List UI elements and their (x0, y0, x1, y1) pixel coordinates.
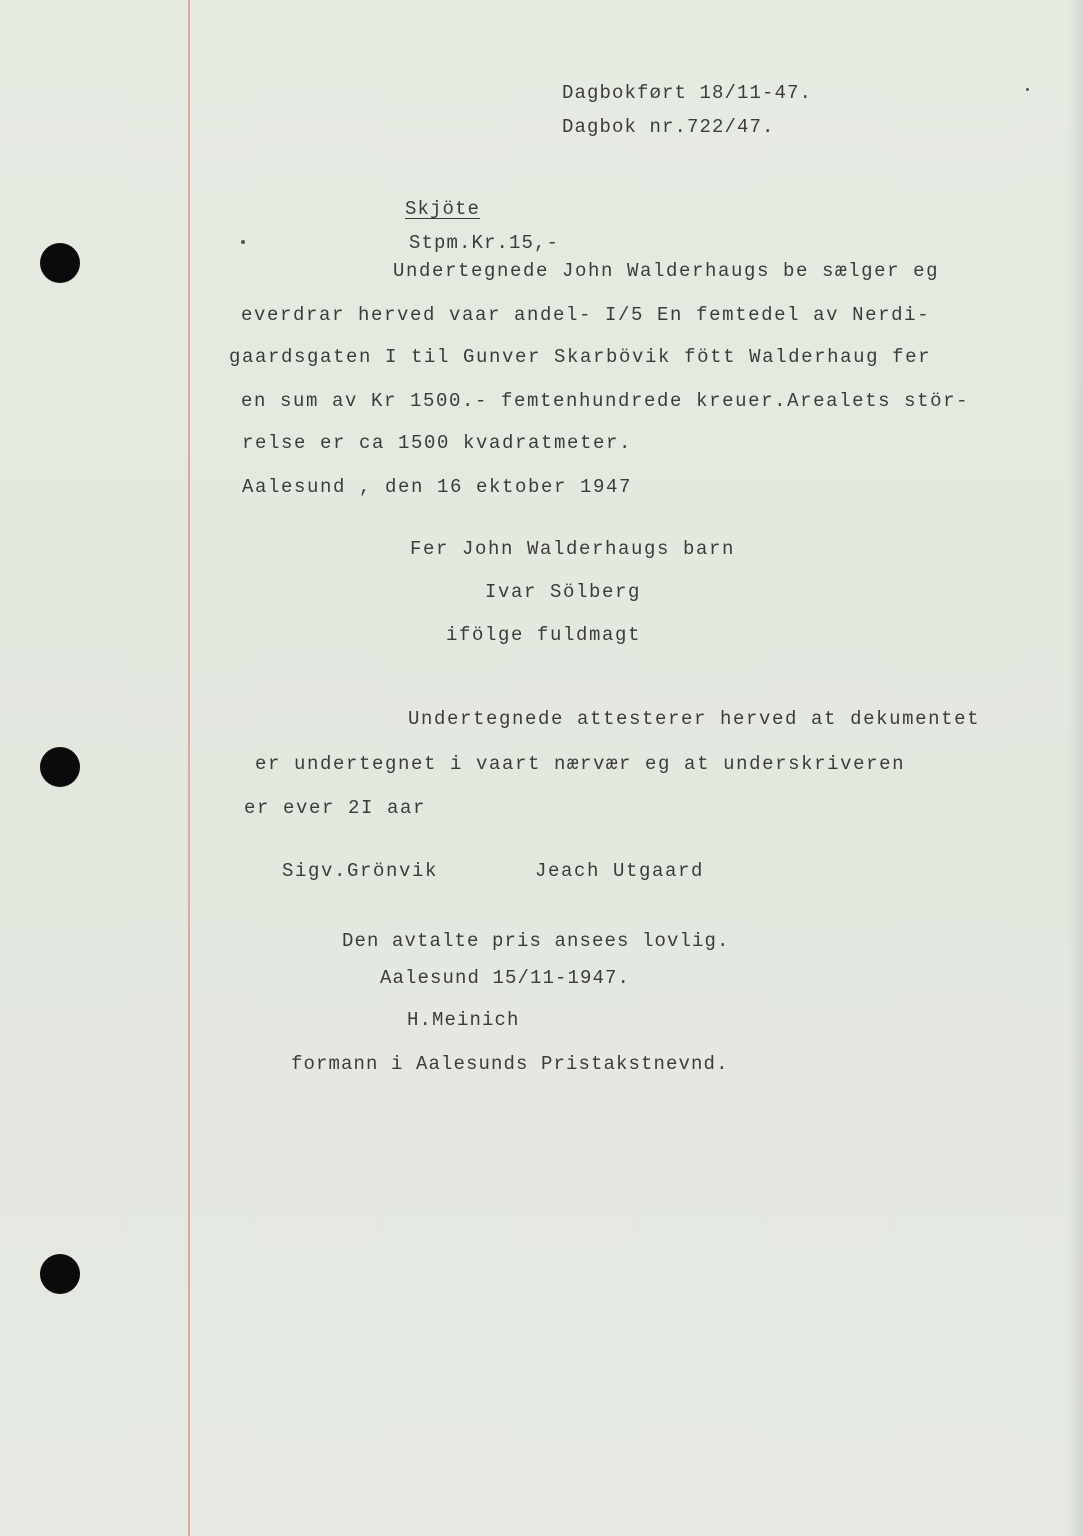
stamp-fee: Stpm.Kr.15,- (409, 232, 560, 254)
page-edge-shadow (1067, 0, 1083, 1536)
journal-date: Dagbokført 18/11-47. (562, 82, 813, 104)
deed-body-line: Undertegnede John Walderhaugs be sælger eg (393, 260, 940, 282)
signature-line: ifölge fuldmagt (446, 624, 642, 646)
place-and-date: Aalesund , den 16 ektober 1947 (242, 476, 633, 498)
ink-speck (241, 240, 245, 244)
journal-number: Dagbok nr.722/47. (562, 116, 775, 138)
price-approval-line: Den avtalte pris ansees lovlig. (342, 930, 730, 952)
witness-2: Jeach Utgaard (535, 860, 705, 882)
deed-body-line: gaardsgaten I til Gunver Skarbövik fött Walderhaug fer (229, 346, 932, 368)
deed-title: Skjöte (405, 198, 481, 220)
deed-body-line: en sum av Kr 1500.- femtenhundrede kreuer.Arealets stör- (241, 390, 970, 412)
attestation-line: er ever 2I aar (244, 797, 427, 819)
ink-speck (1026, 88, 1029, 91)
deed-body-line: relse er ca 1500 kvadratmeter. (242, 432, 633, 454)
red-margin-line (188, 0, 190, 1536)
attestation-line: Undertegnede attesterer herved at dekumentet (408, 708, 981, 730)
attestation-line: er undertegnet i vaart nærvær eg at underskriveren (255, 753, 906, 775)
deed-body-line: everdrar herved vaar andel- I/5 En femtedel av Nerdi- (241, 304, 931, 326)
price-approval-line: Aalesund 15/11-1947. (380, 967, 631, 989)
signature-line: Fer John Walderhaugs barn (410, 538, 736, 560)
punch-hole-top (40, 243, 80, 283)
price-approval-line: formann i Aalesunds Pristakstnevnd. (291, 1053, 729, 1075)
witness-1: Sigv.Grönvik (282, 860, 439, 882)
signature-line: Ivar Sölberg (485, 581, 642, 603)
punch-hole-middle (40, 747, 80, 787)
punch-hole-bottom (40, 1254, 80, 1294)
price-approval-line: H.Meinich (407, 1009, 520, 1031)
